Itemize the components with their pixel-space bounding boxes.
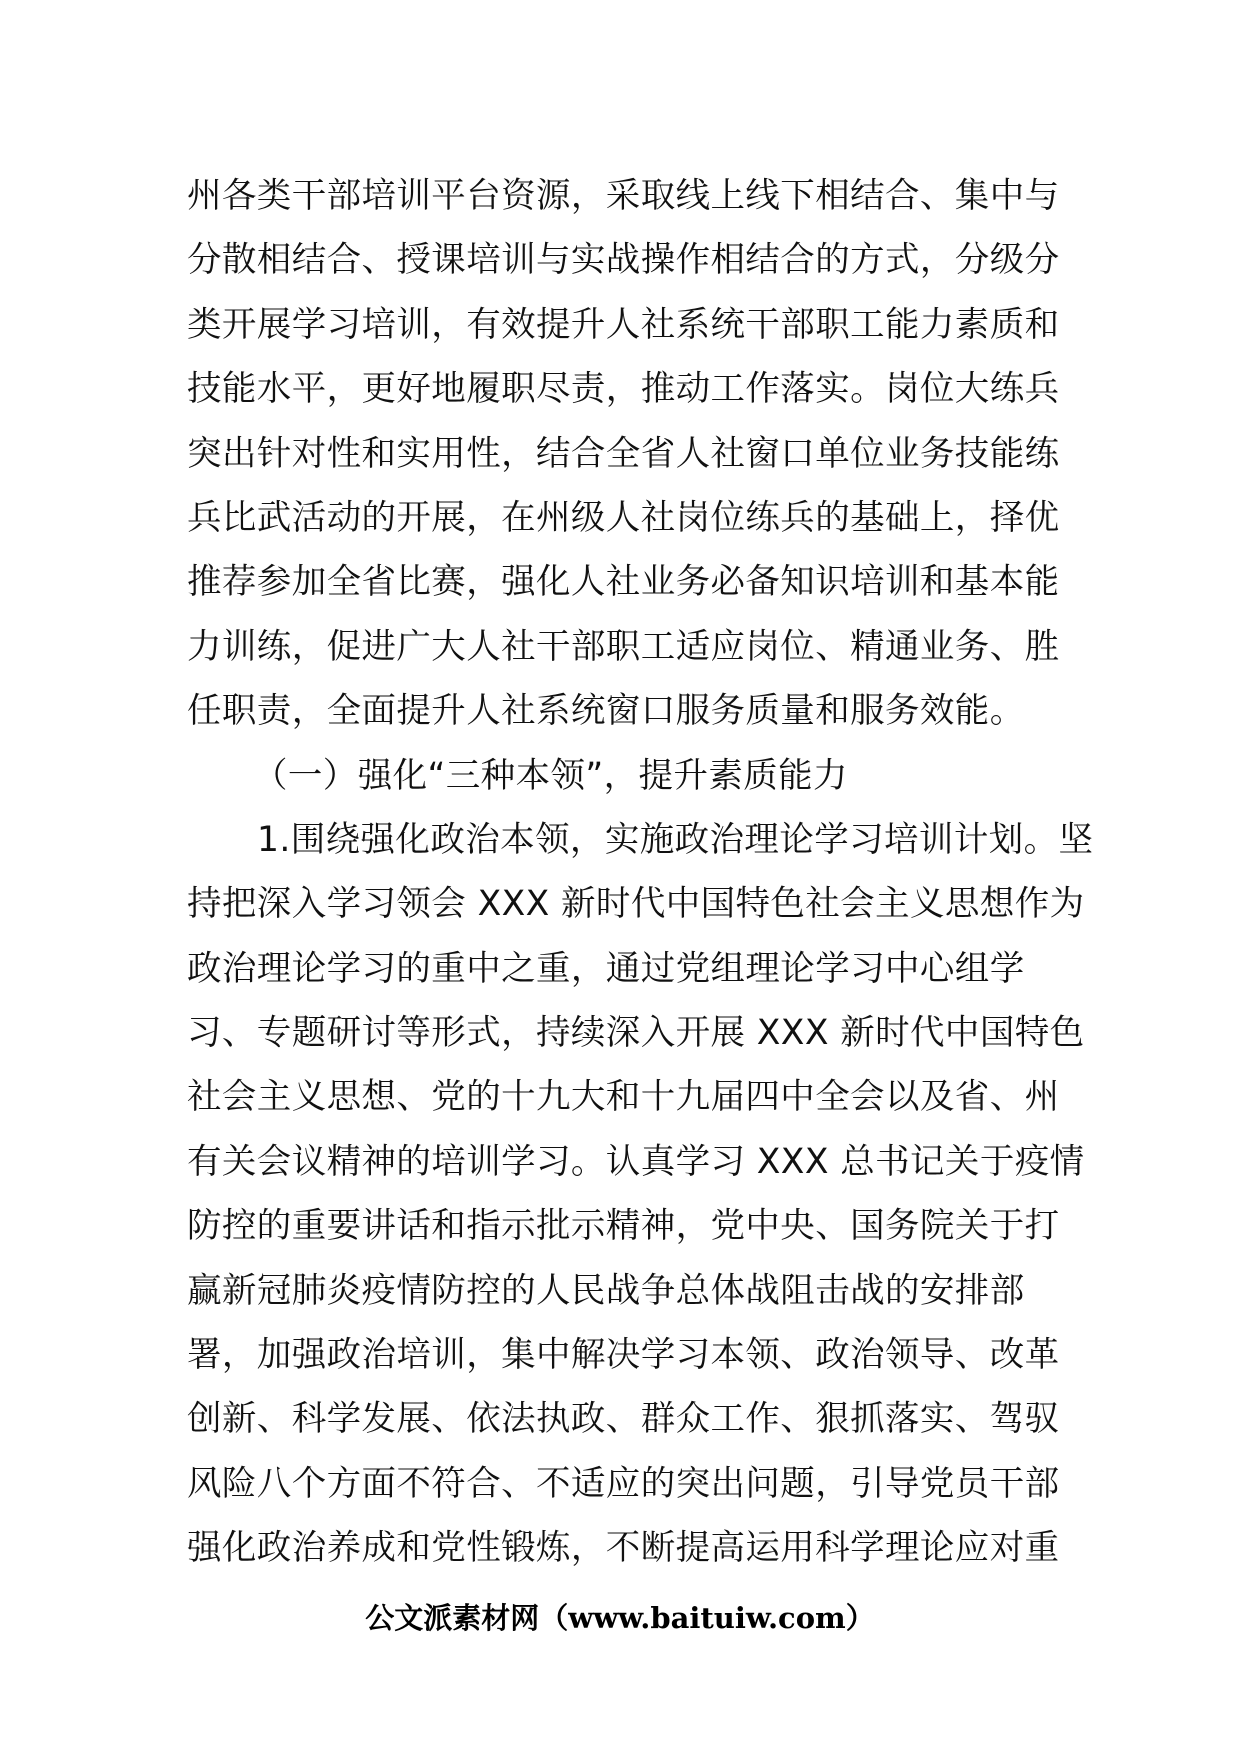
paragraph-first-line: 1.围绕强化政治本领，实施政治理论学习培训计划。坚 [257, 819, 1094, 860]
text-line: 技能水平，更好地履职尽责，推动工作落实。岗位大练兵 [187, 369, 1060, 410]
text-line: 防控的重要讲话和指示批示精神，党中央、国务院关于打 [187, 1206, 1060, 1247]
text-line: 社会主义思想、党的十九大和十九届四中全会以及省、州 [187, 1077, 1060, 1118]
text-line: 持把深入学习领会 XXX 新时代中国特色社会主义思想作为 [187, 884, 1085, 925]
text-line: 署，加强政治培训，集中解决学习本领、政治领导、改革 [187, 1335, 1060, 1376]
text-line: 风险八个方面不符合、不适应的突出问题，引导党员干部 [187, 1463, 1060, 1504]
text-line: 强化政治养成和党性锻炼，不断提高运用科学理论应对重 [187, 1528, 1060, 1569]
text-line: 兵比武活动的开展，在州级人社岗位练兵的基础上，择优 [187, 497, 1060, 538]
text-line: 习、专题研讨等形式，持续深入开展 XXX 新时代中国特色 [187, 1013, 1085, 1054]
document-body [187, 164, 1094, 1581]
text-line: 推荐参加全省比赛，强化人社业务必备知识培训和基本能 [187, 562, 1060, 603]
text-line: 有关会议精神的培训学习。认真学习 XXX 总书记关于疫情 [187, 1141, 1085, 1182]
text-line: 州各类干部培训平台资源，采取线上线下相结合、集中与 [187, 176, 1060, 216]
text-line: 创新、科学发展、依法执政、群众工作、狠抓落实、驾驭 [187, 1399, 1060, 1440]
section-heading: （一）强化“三种本领”，提升素质能力 [253, 755, 848, 796]
text-line: 类开展学习培训，有效提升人社系统干部职工能力素质和 [187, 304, 1060, 345]
text-line: 力训练，促进广大人社干部职工适应岗位、精通业务、胜 [187, 626, 1060, 667]
text-line: 分散相结合、授课培训与实战操作相结合的方式，分级分 [187, 240, 1060, 281]
text-line: 赢新冠肺炎疫情防控的人民战争总体战阻击战的安排部 [187, 1270, 1025, 1311]
footer-watermark: 公文派素材网（www.baituiw.com） [365, 1601, 875, 1635]
text-line: 突出针对性和实用性，结合全省人社窗口单位业务技能练 [187, 433, 1060, 474]
text-line: 政治理论学习的重中之重，通过党组理论学习中心组学 [187, 948, 1025, 989]
text-line: 任职责，全面提升人社系统窗口服务质量和服务效能。 [187, 691, 1025, 732]
